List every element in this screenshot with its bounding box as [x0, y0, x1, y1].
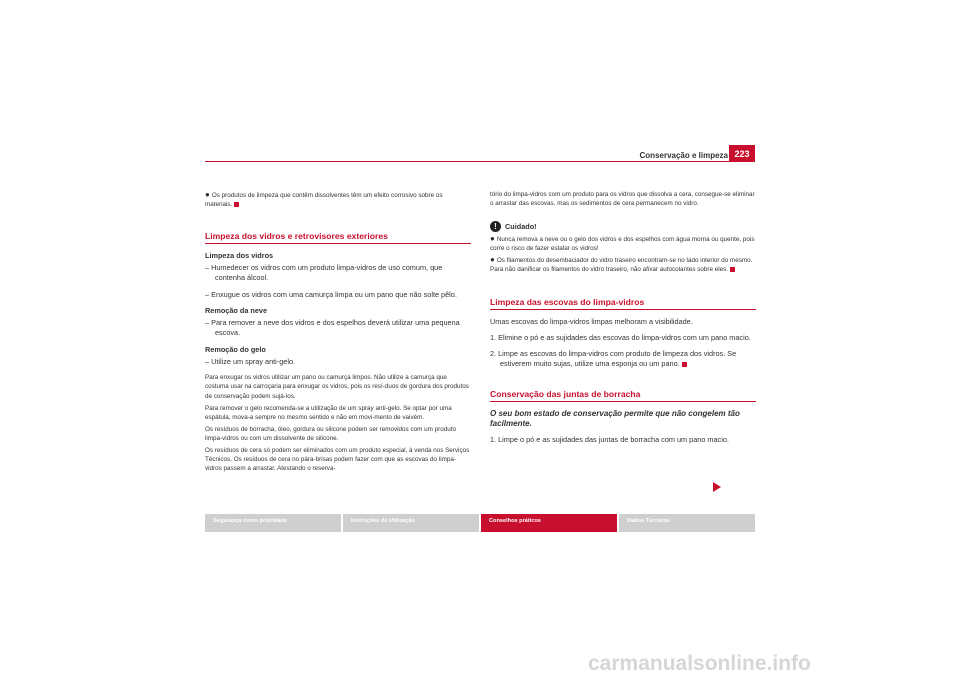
spacer — [490, 375, 756, 389]
tab-technical-data[interactable]: Dados Técnicos — [619, 514, 755, 532]
seals-lead: O seu bom estado de conservação permite que não congelem tão facilmente. — [490, 408, 740, 428]
right-column — [490, 190, 756, 451]
subheading-glass: Limpeza dos vidros — [205, 251, 274, 261]
header-rule — [205, 161, 755, 162]
section-title-seals: Conservação das juntas de borracha — [490, 389, 756, 402]
end-mark-icon — [730, 267, 735, 272]
spacer — [490, 277, 756, 297]
subheading-ice: Remoção do gelo — [205, 344, 266, 354]
step-snow: – Para remover a neve dos vidros e dos espelhos deverá utilizar uma pequena escova. — [205, 318, 460, 337]
bullet-icon: ● — [490, 255, 495, 265]
spacer — [205, 211, 471, 231]
caution-bullet-2 — [490, 255, 756, 274]
end-mark-icon — [682, 362, 687, 367]
end-mark-icon — [234, 202, 239, 207]
subheading-snow: Remoção da neve — [205, 306, 268, 316]
caution-text-1: Nunca remova a neve ou o gelo dos vidros e dos espelhos com água morna ou quente, pois corre o risco de fazer estalar os vidros! — [490, 236, 755, 253]
footer-tabs — [205, 514, 755, 532]
caution-bullet-1 — [490, 234, 756, 253]
watermark: carmanualsonline.info — [588, 652, 811, 675]
step-ice: – Utilize um spray anti-gelo. — [205, 356, 296, 366]
spacer — [490, 211, 756, 221]
wipers-step-2 — [490, 349, 756, 369]
tab-safety[interactable]: Segurança como prioridade — [205, 514, 341, 532]
intro-bullet-text: Os produtos de limpeza que contêm dissolventes têm um efeito corrosivo sobre os materiais. — [205, 192, 443, 209]
step-moisten: – Humedecer os vidros com um produto limpa-vidros de uso comum, que contenha álcool. — [205, 262, 443, 282]
note-spatula: Para remover o gelo recomenda-se a utilização de um spray anti-gelo. Se optar por uma espátula, mova-a sempre no mesmo sentido e não em movi-mento de vaivém. — [205, 404, 452, 421]
page-header-title: Conservação e limpeza — [639, 151, 728, 160]
bullet-icon: ● — [490, 234, 495, 244]
caution-title-text: Cuidado! — [505, 221, 537, 231]
note-residue: Os resíduos de borracha, óleo, gordura ou silicone podem ser removidos com um produto limpa-vidros ou com um dissolvente de silicone. — [205, 425, 456, 442]
wipers-step-1: 1. Elimine o pó e as sujidades das escovas do limpa-vidros com um pano macio. — [490, 333, 751, 343]
note-wax: Os resíduos de cera só podem ser eliminados com um produto especial, à venda nos Serviços Técnicos. Os resíduos de cera no pára-brisas podem fazer com que as escovas do limpa-vidros passem a arrastar. Atestando o reserva- — [205, 447, 470, 473]
tab-practical-tips[interactable]: Conselhos práticos — [481, 514, 617, 532]
bullet-icon: ● — [205, 190, 210, 199]
section-title-glass: Limpeza dos vidros e retrovisores exteriores — [205, 231, 471, 244]
step-dry: – Enxugue os vidros com uma camurça limpa ou um pano que não solte pêlo. — [205, 289, 457, 299]
seals-step-1: 1. Limpe o pó e as sujidades das juntas de borracha com um pano macio. — [490, 434, 729, 444]
wax-continuation: tório do limpa-vidros com um produto para os vidros que dissolva a cera, consegue-se eliminar o arrastar das escovas, mas os sedimentos de cera permanecem no vidro. — [490, 191, 755, 208]
note-cloth: Para enxugar os vidros utilizar um pano ou camurça limpos. Não utilize a camurça que costuma usar na carroçaria para enxugar os vidros, pois os resí-duos de gordura dos produtos de conservação podem sujá-los. — [205, 374, 469, 400]
wipers-intro: Umas escovas do limpa-vidros limpas melhoram a visibilidade. — [490, 316, 693, 326]
caution-text-2: Os filamentos do desembaciador do vidro traseiro encontram-se no lado interior do mesmo. Para não danificar os filamentos do vidro traseiro, não afixar autocolantes sobre eles. — [490, 257, 753, 274]
continue-arrow-icon — [713, 482, 721, 492]
caution-heading — [490, 221, 756, 232]
page-number: 223 — [729, 145, 755, 162]
left-column — [205, 190, 471, 476]
intro-bullet — [205, 190, 471, 209]
warning-icon: ! — [490, 221, 501, 232]
section-title-wipers: Limpeza das escovas do limpa-vidros — [490, 297, 756, 310]
wipers-step-2-text: 2. Limpe as escovas do limpa-vidros com produto de limpeza dos vidros. Se estiverem muito sujas, utilize uma esponja ou um pano. — [490, 349, 737, 368]
tab-instructions[interactable]: Instruções de Utilização — [343, 514, 479, 532]
